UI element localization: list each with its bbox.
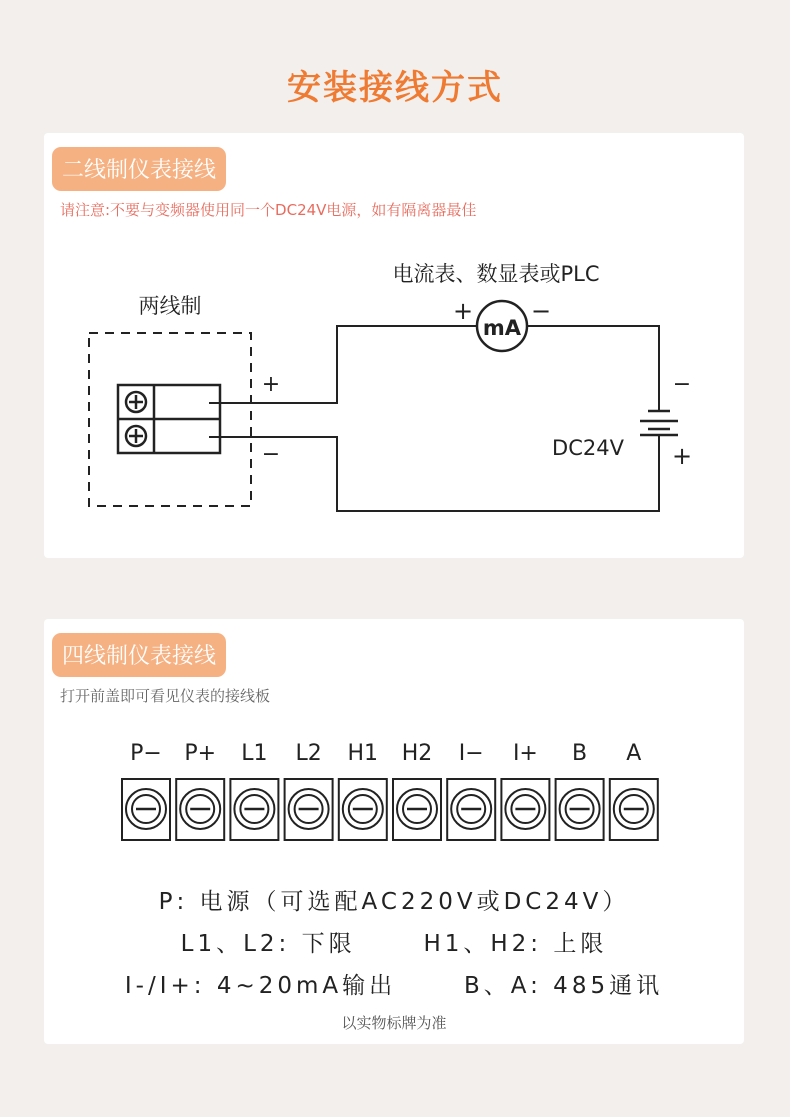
device-plus: +: [261, 372, 281, 397]
terminal-5: [339, 741, 387, 840]
device-minus: −: [261, 442, 281, 467]
meter-symbol: mA: [482, 316, 522, 340]
meter-label: 电流表、数显表或PLC: [392, 262, 600, 286]
terminal-label: L1: [241, 741, 268, 766]
meter-plus: +: [452, 297, 474, 325]
terminal-2: [176, 741, 224, 840]
battery-icon: [640, 411, 678, 435]
two-wire-heading: 二线制仪表接线: [52, 147, 226, 191]
terminal-8: [501, 741, 549, 840]
terminal-3: [230, 741, 278, 840]
screw-icon: [451, 789, 491, 829]
four-wire-note: 打开前盖即可看见仪表的接线板: [60, 687, 271, 705]
terminal-label: P−: [130, 741, 162, 766]
terminal-strip-diagram: [44, 619, 744, 879]
screw-icon: [180, 789, 220, 829]
two-wire-note: 请注意:不要与变频器使用同一个DC24V电源，如有隔离器最佳: [60, 201, 477, 219]
screw-icon: [343, 789, 383, 829]
terminal-label: B: [572, 741, 588, 766]
legend-line-2: L1、L2: 下限 H1、H2: 上限: [180, 931, 608, 957]
meter-minus: −: [530, 297, 552, 325]
legend-line-3: I-/I+: 4~20mA输出 B、A: 485通讯: [124, 973, 664, 999]
screw-icon: [614, 789, 654, 829]
circuit-wires: [209, 326, 659, 511]
terminal-7: [447, 741, 495, 840]
screw-icon: [126, 392, 146, 412]
terminal-10: [610, 741, 658, 840]
terminal-label: H1: [347, 741, 379, 766]
screw-icon: [126, 426, 146, 446]
four-wire-card: [44, 619, 744, 1044]
terminal-block: [118, 385, 220, 453]
terminal-4: [285, 741, 333, 840]
screw-icon: [505, 789, 545, 829]
page-title: 安装接线方式: [287, 68, 503, 108]
four-wire-heading: 四线制仪表接线: [52, 633, 226, 677]
legend-line-1: P: 电源（可选配AC220V或DC24V）: [158, 889, 630, 915]
terminal-label: A: [626, 741, 642, 766]
terminal-label: P+: [184, 741, 217, 766]
terminal-label: I−: [458, 741, 484, 766]
screw-icon: [289, 789, 329, 829]
two-wire-card: [44, 133, 744, 558]
power-label: DC24V: [552, 436, 624, 460]
terminal-9: [556, 741, 604, 840]
battery-minus: −: [672, 372, 692, 397]
screw-icon: [397, 789, 437, 829]
battery-plus: +: [671, 442, 693, 470]
two-wire-diagram: [44, 133, 744, 558]
ammeter-icon: [477, 301, 527, 351]
footer-note: 以实物标牌为准: [341, 1014, 447, 1032]
terminal-6: [393, 741, 441, 840]
terminal-1: [122, 741, 170, 840]
screw-icon: [126, 789, 166, 829]
terminal-label: H2: [401, 741, 433, 766]
terminal-label: I+: [512, 741, 538, 766]
screw-icon: [560, 789, 600, 829]
device-label: 两线制: [138, 294, 202, 318]
terminal-label: L2: [295, 741, 322, 766]
screw-icon: [234, 789, 274, 829]
